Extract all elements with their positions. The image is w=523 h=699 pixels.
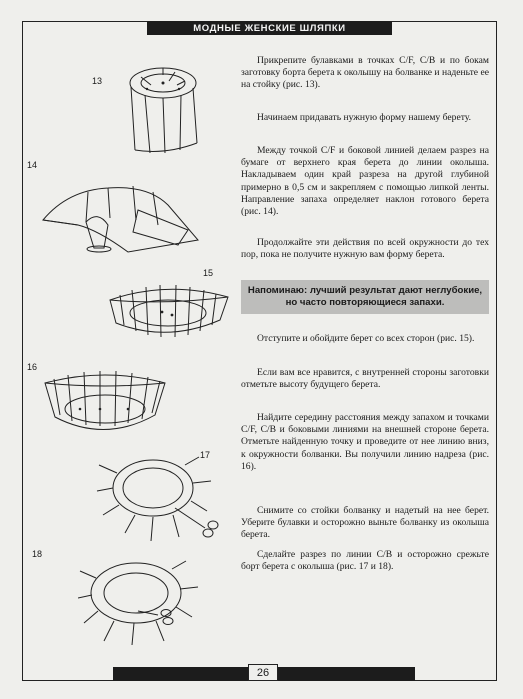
figure-13-label: 13: [92, 76, 103, 86]
paragraph-8: Снимите со стойки болванку и надетый на нее берет. Уберите булавки и осторожно выньте болванку из околыша берета.: [241, 505, 489, 541]
figure-17-label: 17: [200, 450, 211, 460]
figure-13-illustration: [105, 55, 225, 155]
figure-15-label: 15: [203, 268, 214, 278]
paragraph-3: Между точкой C/F и боковой линией делаем разрез на бумаге от верхнего края берета до линии околыша. Накладываем один край разреза на другой глубиной примерно в 0,5 см и закрепляем с помощью липкой ленты. Направление запаха определяет наклон готового берета (рис. 14).: [241, 145, 489, 218]
paragraph-1: Прикрепите булавками в точках C/F, C/B и по бокам заготовку борта берета к околышу на болванке и наденьте ее на стойку (рис. 13).: [241, 55, 489, 91]
paragraph-7: Найдите середину расстояния между запахом и точками C/F, C/B и боковыми линиями на внешней стороне берета. Отметьте найденную точку и проведите от нее линию вниз, к окружности болванки. Вы получили линию надреза (рис. 16).: [241, 412, 489, 472]
figure-16-label: 16: [27, 362, 38, 372]
page-number: 26: [248, 664, 278, 681]
paragraph-4: Продолжайте эти действия по всей окружности до тех пор, пока не получите нужную вам форму берета.: [241, 237, 489, 261]
paragraph-5: Отступите и обойдите берет со всех сторон (рис. 15).: [257, 333, 475, 344]
figure-14-label: 14: [27, 160, 38, 170]
paragraph-2: Начинаем придавать нужную форму нашему берету.: [257, 112, 471, 123]
figure-16-illustration: [40, 365, 170, 445]
reminder-note: Напоминаю: лучший результат дают неглубокие, но часто повторяющиеся запахи.: [241, 280, 489, 314]
paragraph-6: Если вам все нравится, с внутренней стороны заготовки отметьте высоту будущего берета.: [241, 367, 489, 391]
figure-17-illustration: [95, 453, 225, 548]
figure-18-illustration: [78, 553, 203, 648]
figure-18-label: 18: [32, 549, 43, 559]
paragraph-9: Сделайте разрез по линии C/B и осторожно срежьте борт берета с околыша (рис. 17 и 18).: [241, 549, 489, 573]
figure-15-illustration: [100, 275, 235, 345]
figure-14-illustration: [38, 170, 203, 255]
running-header: МОДНЫЕ ЖЕНСКИЕ ШЛЯПКИ: [147, 21, 392, 35]
